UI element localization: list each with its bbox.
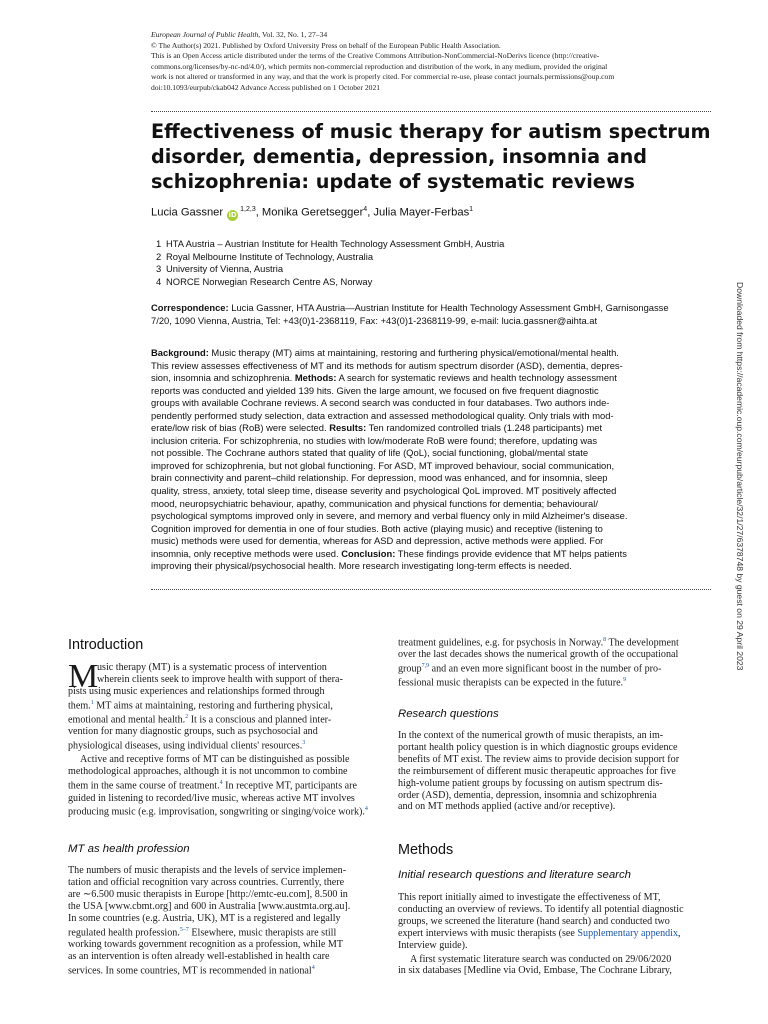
text-span: regulated health profession.: [68, 926, 180, 938]
subsection-heading-literature-search: Initial research questions and literature search: [398, 869, 632, 881]
abstract-text: These findings provide evidence that MT helps patients: [395, 547, 627, 559]
abstract-text: insomnia, only receptive methods were used.: [151, 547, 342, 559]
text-span: expert interviews with music therapists (see: [398, 927, 578, 939]
text-line: portant health policy question is in which diagnostic groups evidence: [398, 741, 678, 753]
subsection-heading-research-questions: Research questions: [398, 708, 499, 720]
text-line: Interview guide).: [398, 939, 468, 951]
text-line: [68, 698, 368, 712]
text-line: working towards government recognition as a profession, while MT: [68, 938, 343, 950]
abstract-line: not possible. The Cochrane authors stated that quality of life (QoL), social functioning, global/mental state: [151, 447, 589, 459]
text-line: Active and receptive forms of MT can be distinguished as possible: [80, 754, 350, 766]
text-line: [68, 778, 368, 792]
text-line: the USA [www.cbmt.org] and 600 in Australia [www.austmta.org.au].: [68, 900, 351, 912]
text-span: It is a conscious and planned inter-: [188, 714, 332, 726]
correspondence: [151, 302, 711, 327]
text-span: Elsewhere, music therapists are still: [188, 926, 337, 938]
affiliation-number: 1: [156, 238, 162, 249]
reference-link[interactable]: 4: [364, 806, 368, 813]
text-line: methodological approaches, although it is not uncommon to combine: [68, 766, 348, 778]
author-name[interactable]: Lucia Gassner: [151, 206, 224, 219]
text-line: [398, 675, 679, 689]
abstract-line: [151, 548, 713, 561]
divider: [151, 589, 711, 590]
download-sidebar: [733, 282, 747, 772]
abstract-line: [151, 372, 713, 385]
text-line: and on MT methods applied (active and/or receptive).: [398, 801, 616, 813]
divider: [151, 111, 711, 112]
abstract-label: Results:: [329, 422, 367, 434]
abstract-line: improving their physical/psychosocial health. More research investigating long-term effects is needed.: [151, 560, 572, 572]
reference-link[interactable]: 1: [90, 699, 94, 706]
affiliation-number: 3: [156, 263, 162, 274]
text-line: in six databases [Medline via Ovid, Embase, The Cochrane Library,: [398, 965, 672, 977]
text-line: [68, 804, 368, 818]
correspondence-text: 7/20, 1090 Vienna, Austria, Tel: +43(0)1-2368119, Fax: +43(0)1-2368119-99, e-mail: lucia.gassner@aihta.at: [151, 314, 598, 326]
orcid-icon[interactable]: iD: [228, 210, 237, 219]
abstract: [151, 347, 713, 573]
text-span: group: [398, 663, 422, 675]
section-heading-introduction: Introduction: [68, 637, 144, 653]
reference-link[interactable]: 2: [185, 713, 189, 720]
abstract-line: mood, neuropsychiatric behaviour, apathy, communication and physical functions for dementia; behavioural/: [151, 497, 598, 509]
text-line: [398, 928, 684, 940]
text-span: The development: [606, 637, 679, 649]
text-span: ,: [678, 927, 681, 939]
text-line: This report initially aimed to investigate the effectiveness of MT,: [398, 892, 661, 903]
text-line: conducting an overview of reviews. To identify all potential diagnostic: [398, 903, 684, 915]
abstract-line: music) methods were used for dementia, whereas for ASD and depression, active methods were applied. For: [151, 535, 604, 547]
text-line: [68, 712, 368, 726]
text-line: vention for many diagnostic groups, such as psychosocial and: [68, 726, 318, 738]
reference-link[interactable]: 9: [623, 677, 627, 684]
affiliation-item: [156, 276, 504, 289]
text-line: [398, 635, 679, 649]
license-line: This is an Open Access article distributed under the terms of the Creative Commons Attribution-NonCommercial-NoDerivs licence (http://creative-: [151, 51, 600, 61]
text-line: [68, 963, 350, 977]
text-line: groups, we screened the literature (hand search) and conducted two: [398, 915, 670, 927]
reference-link[interactable]: 7,9: [421, 663, 430, 670]
text-line: the reimbursement of different music therapeutic approaches for five: [398, 765, 676, 777]
citation-line: [151, 30, 711, 41]
text-line: high-volume patient groups by focussing on autism spectrum dis-: [398, 777, 663, 789]
text-line: A first systematic literature search was conducted on 29/06/2020: [410, 953, 672, 965]
doi-line: doi:10.1093/eurpub/ckab042 Advance Access published on 1 October 2021: [151, 82, 381, 92]
citation-details: , Vol. 32, No. 1, 27–34: [258, 30, 328, 39]
text-line: In the context of the numerical growth of music therapists, an im-: [398, 730, 664, 741]
reference-link[interactable]: 3: [302, 740, 306, 747]
title-line: Effectiveness of music therapy for autism spectrum: [151, 120, 711, 143]
text-span: fessional music therapists can be expected in the future.: [398, 677, 624, 689]
text-span: treatment guidelines, e.g. for psychosis in Norway.: [398, 637, 604, 649]
affiliation-number: 2: [156, 250, 162, 262]
abstract-label: Conclusion:: [341, 547, 396, 559]
affiliation-text: HTA Austria – Austrian Institute for Health Technology Assessment GmbH, Austria: [166, 238, 505, 249]
abstract-line: inclusion criteria. For schizophrenia, no studies with low/moderate RoB were found; therefore, updating was: [151, 434, 598, 446]
masthead: [151, 30, 711, 94]
abstract-text: Music therapy (MT) aims at maintaining, restoring and furthering physical/emotional/mental health.: [208, 347, 619, 358]
license-line: commons.org/licenses/by-nc-nd/4.0/), which permits non-commercial reproduction and distribution of the work, in any medium, provided the original: [151, 61, 608, 71]
affiliation-sup: 1,2,3: [240, 206, 256, 213]
section-heading-methods: Methods: [398, 842, 454, 858]
correspondence-label: Correspondence:: [151, 302, 229, 313]
affiliation-text: Royal Melbourne Institute of Technology, Australia: [166, 250, 374, 262]
abstract-line: pendently performed study selection, data extraction and assessed methodological quality. Only trials with mod-: [151, 409, 614, 421]
author-list: [151, 206, 711, 221]
reference-link[interactable]: 4: [311, 964, 315, 971]
abstract-line: This review assesses effectiveness of MT and its methods for autism spectrum disorder (ASD), dementia, depres-: [151, 359, 623, 371]
copyright-line: © The Author(s) 2021. Published by Oxford University Press on behalf of the European Public Health Association.: [151, 40, 501, 50]
affiliation-sup: 1: [469, 206, 474, 213]
drop-cap: M: [68, 658, 99, 695]
correspondence-text: Lucia Gassner, HTA Austria—Austrian Institute for Health Technology Assessment GmbH, Garnisongasse: [228, 302, 669, 313]
download-notice: Downloaded from https://academic.oup.com/eurpub/article/32/1/27/6378748 by guest on 29 April 2023: [735, 282, 745, 671]
text-line: In some countries (e.g. Austria, UK), MT is a registered and legally: [68, 912, 341, 924]
author-name[interactable]: , Monika Geretsegger: [255, 206, 364, 219]
abstract-line: psychological symptoms improved only in severe, and memory and verbal fluency only in mild Alzheimer's disease.: [151, 510, 628, 522]
abstract-line: Cognition improved for dementia in one of four studies. Both active (playing music) and receptive (listening to: [151, 522, 603, 534]
mt-profession-paragraph: [68, 865, 350, 977]
text-span: physiological diseases, using individual clients' resources.: [68, 740, 303, 752]
affiliation-item: [156, 263, 504, 276]
author-name[interactable]: , Julia Mayer-Ferbas: [367, 206, 470, 219]
text-line: tation and official recognition vary across countries. Currently, there: [68, 876, 345, 888]
abstract-line: improved for schizophrenia, but not global functioning. For ASD, MT improved behaviour, social communication,: [151, 459, 615, 471]
abstract-text: A search for systematic reviews and health technology assessment: [336, 372, 617, 384]
text-span: emotional and mental health.: [68, 714, 186, 726]
text-span: services. In some countries, MT is recommended in national: [68, 964, 312, 976]
abstract-line: [151, 347, 713, 360]
text-line: [68, 738, 368, 752]
abstract-line: quality, stress, anxiety, total sleep time, disease severity and psychological QoL improved. MT positively affected: [151, 485, 617, 497]
abstract-line: [151, 422, 713, 435]
text-span: MT aims at maintaining, restoring and furthering physical,: [93, 700, 333, 712]
title-line: schizophrenia: update of systematic reviews: [151, 170, 635, 193]
subsection-heading-mt-profession: MT as health profession: [68, 843, 190, 855]
correspondence-line: [151, 302, 711, 315]
article-title: [151, 119, 711, 194]
affiliation-item: [156, 238, 504, 251]
abstract-line: reports was conducted and yielded 139 hits. Given the large amount, we focused on five frequent diagnostic: [151, 384, 599, 396]
reference-link[interactable]: 8: [603, 637, 607, 643]
text-line: over the last decades shows the numerical growth of the occupational: [398, 649, 679, 661]
affiliation-number: 4: [156, 275, 162, 287]
text-line: benefits of MT exist. The review aims to provide decision support for: [398, 753, 680, 765]
abstract-line: brain connectivity and parent–child relationship. For depression, mood was enhanced, and for insomnia, sleep: [151, 472, 608, 484]
text-span: them in the same course of treatment.: [68, 780, 220, 792]
text-line: wherein clients seek to improve health with support of thera-: [97, 673, 343, 685]
title-line: disorder, dementia, depression, insomnia and: [151, 145, 648, 168]
abstract-label: Methods:: [294, 372, 337, 384]
affiliation-text: University of Vienna, Austria: [166, 263, 284, 274]
text-span: and an even more significant boost in the number of pro-: [429, 663, 662, 675]
text-span: them.: [68, 700, 91, 712]
supplementary-appendix-link[interactable]: Supplementary appendix: [577, 927, 679, 939]
abstract-text: Ten randomized controlled trials (1.248 participants) met: [366, 422, 603, 434]
affiliation-text: NORCE Norwegian Research Centre AS, Norway: [166, 275, 373, 287]
reference-link[interactable]: 4: [219, 780, 223, 787]
text-line: pists using music experiences and relationships formed through: [68, 685, 325, 697]
text-line: guided in listening to recorded/live music, whereas active MT involves: [68, 792, 355, 804]
abstract-text: sion, insomnia and schizophrenia.: [151, 372, 295, 384]
text-span: In receptive MT, participants are: [222, 780, 357, 792]
text-span: producing music (e.g. improvisation, songwriting or singing/voice work).: [68, 806, 365, 818]
license-line: work is not altered or transformed in any way, and that the work is properly cited. For commercial re-use, please contact journals.permissions@oup.com: [151, 72, 615, 82]
reference-link[interactable]: 5–7: [179, 926, 189, 933]
right-intro-paragraph: [398, 635, 679, 690]
research-questions-paragraph: [398, 730, 679, 813]
text-line: [398, 661, 679, 675]
text-line: order (ASD), dementia, depression, insomnia and schizophrenia: [398, 789, 657, 801]
text-line: The numbers of music therapists and the levels of service implemen-: [68, 865, 347, 876]
text-line: as an intervention is often already well-established in health care: [68, 950, 330, 962]
literature-search-paragraph: [398, 892, 684, 977]
abstract-label: Background:: [151, 347, 209, 358]
intro-paragraph: [68, 658, 368, 819]
journal-name: European Journal of Public Health: [151, 30, 259, 39]
affiliation-list: [156, 238, 504, 288]
affiliation-item: [156, 251, 504, 264]
affiliation-sup: 4: [363, 206, 368, 213]
abstract-line: groups with available Cochrane reviews. A second search was conducted in four databases. Two authors inde-: [151, 397, 610, 409]
text-line: usic therapy (MT) is a systematic process of intervention: [97, 662, 327, 673]
text-line: [68, 925, 350, 939]
text-line: are ∼6.500 music therapists in Europe [http://emtc-eu.com], 8.500 in: [68, 888, 348, 900]
abstract-text: erate/low risk of bias (RoB) were selected.: [151, 422, 330, 434]
